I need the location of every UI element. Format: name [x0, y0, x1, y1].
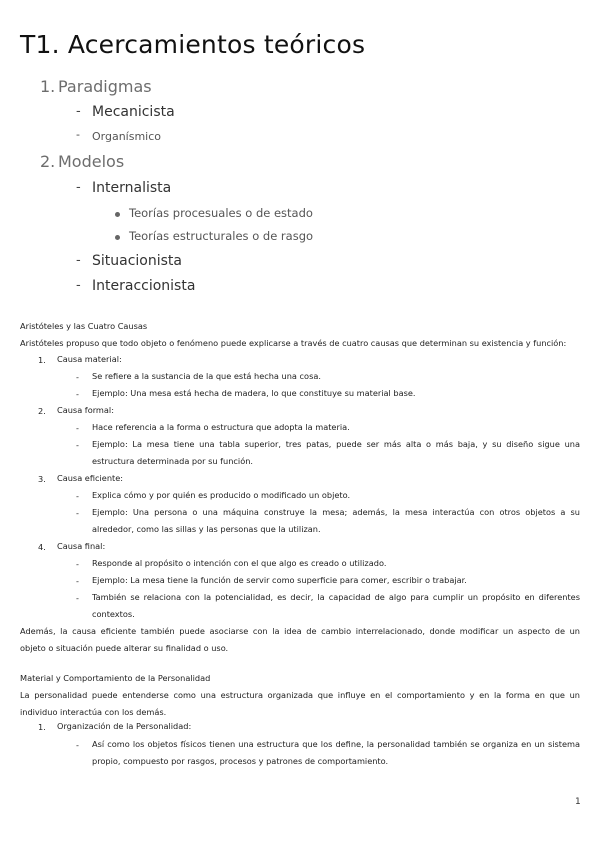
- list-number: 3.: [38, 474, 46, 484]
- cause-label: Causa final:: [57, 541, 106, 551]
- dash: -: [76, 440, 79, 450]
- cause-point: Ejemplo: La mesa tiene la función de servir como superficie para comer, escribir o trabajar.: [92, 575, 467, 585]
- outline-num-modelos: 2.: [40, 152, 56, 171]
- dash: -: [76, 278, 81, 293]
- outline-item-situacionista: Situacionista: [92, 253, 182, 269]
- outline-paradigmas: Paradigmas: [58, 77, 152, 96]
- dash: -: [76, 576, 79, 586]
- dash: -: [76, 740, 79, 750]
- cause-point: Ejemplo: Una mesa está hecha de madera, lo que constituye su material base.: [92, 388, 416, 398]
- page-title: T1. Acercamientos teóricos: [20, 30, 366, 59]
- paragraph-line: objeto o situación puede alterar su finalidad o uso.: [20, 643, 229, 653]
- dash: -: [76, 104, 81, 119]
- dash: -: [76, 389, 79, 399]
- dash: -: [76, 372, 79, 382]
- outline-modelos: Modelos: [58, 152, 125, 171]
- page-number: 1: [575, 797, 581, 807]
- dash: -: [76, 180, 81, 195]
- outline-num-paradigmas: 1.: [40, 77, 56, 96]
- cause-label: Causa formal:: [57, 405, 114, 415]
- outline-item-mecanicista: Mecanicista: [92, 104, 175, 120]
- list-number: 2.: [38, 406, 46, 416]
- outline-subitem-estructurales: Teorías estructurales o de rasgo: [129, 229, 314, 243]
- item-point: Así como los objetos físicos tienen una estructura que los define, la personalidad también se organiza en un sistema: [92, 739, 580, 749]
- list-number: 4.: [38, 542, 46, 552]
- paragraph-line: individuo interactúa con los demás.: [20, 707, 167, 717]
- paragraph-line: La personalidad puede entenderse como una estructura organizada que influye en el comportamiento y en la forma en que un: [20, 690, 580, 700]
- cause-point-continued: estructura determinada por su función.: [92, 456, 254, 466]
- paragraph-line: Además, la causa eficiente también puede asociarse con la idea de cambio interrelacionado, donde modificar un aspecto de un: [20, 626, 580, 636]
- cause-point-continued: alrededor, como las sillas y las personas que la utilizan.: [92, 524, 321, 534]
- cause-point: Se refiere a la sustancia de la que está hecha una cosa.: [92, 371, 321, 381]
- outline-item-interaccionista: Interaccionista: [92, 278, 196, 294]
- list-number: 1.: [38, 722, 46, 732]
- outline-item-organismico: Organísmico: [92, 130, 162, 143]
- section-heading: Material y Comportamiento de la Personalidad: [20, 673, 211, 683]
- bullet-icon: [115, 235, 120, 240]
- outline-subitem-procesuales: Teorías procesuales o de estado: [129, 206, 313, 220]
- cause-point: Ejemplo: La mesa tiene una tabla superior, tres patas, puede ser más alta o más baja, y su diseño sigue una: [92, 439, 580, 449]
- item-label: Organización de la Personalidad:: [57, 721, 192, 731]
- dash: -: [76, 508, 79, 518]
- list-number: 1.: [38, 355, 46, 365]
- cause-point: Explica cómo y por quién es producido o modificado un objeto.: [92, 490, 351, 500]
- cause-point-continued: contextos.: [92, 609, 135, 619]
- item-point-continued: propio, compuesto por rasgos, procesos y patrones de comportamiento.: [92, 756, 389, 766]
- section-heading: Aristóteles y las Cuatro Causas: [20, 321, 148, 331]
- cause-point: Ejemplo: Una persona o una máquina construye la mesa; además, la mesa interactúa con otros objetos a su: [92, 507, 580, 517]
- cause-point: Hace referencia a la forma o estructura que adopta la materia.: [92, 422, 350, 432]
- bullet-icon: [115, 212, 120, 217]
- dash: -: [76, 253, 81, 268]
- cause-point: También se relaciona con la potencialidad, es decir, la capacidad de algo para cumplir un propósito en diferentes: [92, 592, 580, 602]
- paragraph-line: Aristóteles propuso que todo objeto o fenómeno puede explicarse a través de cuatro causas que determinan su existencia y función:: [20, 338, 567, 348]
- cause-label: Causa eficiente:: [57, 473, 124, 483]
- dash: -: [76, 593, 79, 603]
- dash: -: [76, 491, 79, 501]
- cause-point: Responde al propósito o intención con el que algo es creado o utilizado.: [92, 558, 387, 568]
- cause-label: Causa material:: [57, 354, 122, 364]
- dash: -: [76, 423, 79, 433]
- dash: -: [76, 128, 80, 141]
- dash: -: [76, 559, 79, 569]
- outline-item-internalista: Internalista: [92, 180, 172, 196]
